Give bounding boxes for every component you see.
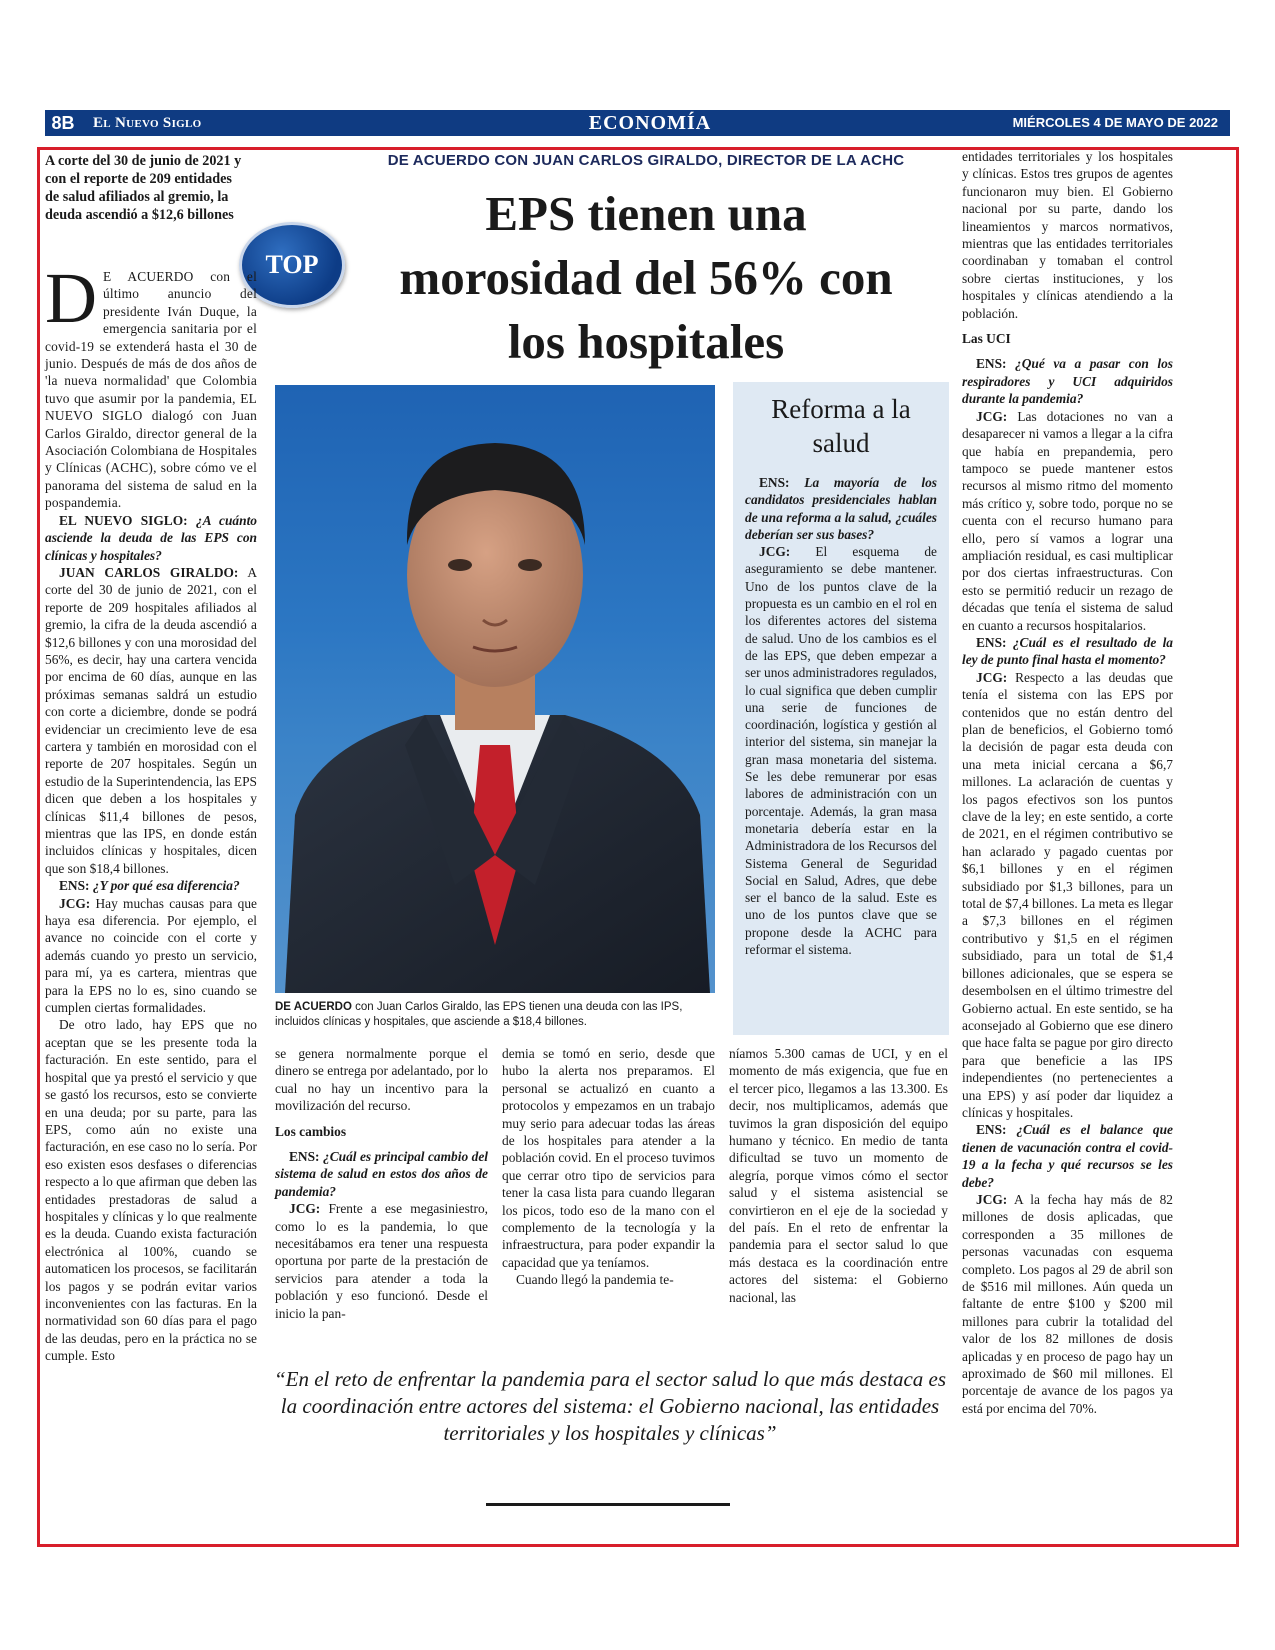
portrait-photo: [275, 385, 715, 993]
column-4: [729, 1045, 948, 1306]
newspaper-name: El Nuevo Siglo: [93, 115, 202, 131]
paragraph: se genera normalmente porque el dinero se entrega por adelantado, por lo cual no hay un incentivo para la movilización del recurso.: [275, 1046, 488, 1114]
intro-paragraph: D E ACUERDO con el último anuncio del presidente Iván Duque, la emergencia sanitaria por el covid-19 se extenderá hasta el 30 de junio. Después de más de dos años de 'la nueva normalidad' que Colombia tuvo que asumir por la pandemia, EL NUEVO SIGLO dialogó con Juan Carlos Giraldo, director general de la Asociación Colombiana de Hospitales y Clínicas (ACHC), sobre cómo ve el panorama del sistema de salud en la pospandemia.: [45, 258, 257, 511]
paragraph: De otro lado, hay EPS que no aceptan que se les presente toda la facturación. En este sentido, para el hospital que ya prestó el servicio y que se gastó los recursos, esto se convierte en una deuda; por su parte, para las EPS, como aún no existe una facturación, en ese caso no lo sería. Por eso existen esos desfases o diferencias respecto a lo que afirman que deben las entidades prestadoras de salud a hospitales y clínicas y lo que realmente es la deuda. Cuando exista facturación electrónica al 100%, cuando se automaticen los procesos, se facilitarán los pagos y se podrán evitar varios inconvenientes con las facturas. En la normatividad son 60 días para el pago de las deudas, pero en la práctica no se cumple. Esto: [45, 1017, 257, 1364]
column-5: [962, 148, 1173, 1417]
question: ENS: ¿Qué va a pasar con los respiradores y UCI adquiridos durante la pandemia?: [962, 356, 1173, 407]
pull-quote-rule: [486, 1503, 730, 1506]
question: ENS: ¿Cuál es principal cambio del sistema de salud en estos dos años de pandemia?: [275, 1149, 488, 1199]
column-2: [275, 1045, 488, 1322]
subhead: Los cambios: [275, 1123, 347, 1139]
photo-caption: DE ACUERDO con Juan Carlos Giraldo, las EPS tienen una deuda con las IPS, incluidos clínicas y hospitales, que asciende a $18,4 billones.: [275, 1001, 683, 1028]
paragraph: entidades territoriales y los hospitales y clínicas. Estos tres grupos de agentes funcionaron muy bien. El Gobierno nacional por su parte, dando los lineamientos y marcos normativos, mientras que las entidades territoriales coordinaban y tomaban el control sobre ciertas instituciones, y los hospitales y clínicas atendiendo a la población.: [962, 149, 1173, 321]
top-badge: TOP: [239, 222, 345, 308]
answer: JCG: Las dotaciones no van a desaparecer ni vamos a llegar a la cifra que había en prepandemia, pero tampoco se puede mantener estos recursos al mismo ritmo del momento más crítico y, sobre todo, porque no se cuenta con el recurso humano para ello, pero sí vamos a lograr una ampliación residual, es casi multiplicar por dos ciertas infraestructuras. Con esto se permitió reducir un rezago de décadas que tenía el sistema de salud en cuanto a recursos hospitalarios.: [962, 408, 1174, 633]
answer: JCG: El esquema de aseguramiento se debe mantener. Uno de los puntos clave de la propuesta es un cambio en el rol en los diferentes actores del sistema de salud. Uno de los cambios es el de las EPS, que deben empezar a ser unos administradores regulados, lo cual significa que deben cumplir una serie de funciones de coordinación, logística y gestión al interior del sistema, sin manejar la gran masa monetaria del sistema. Se les debe remunerar por esas labores de administración con un porcentaje. Además, la gran masa monetaria debería estar en la Administradora de los Recursos del Sistema General de Seguridad Social en Salud, Adres, que debe ser el banco de la salud. Este es uno de los puntos clave que se propone desde la ACHC para reformar el sistema.: [745, 544, 937, 958]
article-kicker: DE ACUERDO CON JUAN CARLOS GIRALDO, DIRECTOR DE LA ACHC: [387, 152, 905, 169]
question: ENS: ¿Cuál es el balance que tienen de vacunación contra el covid-19 a la fecha y qué recursos se les debe?: [962, 1122, 1173, 1190]
paragraph: níamos 5.300 camas de UCI, y en el momento de más exigencia, que fue en el tercer pico, llegamos a las 13.300. Es decir, nos multiplicamos, además que tuvimos la gran disposición del equipo humano y técnico. En medio de tanta dificultad se tuvo un momento de alegría, porque vimos cómo el sector salud y el sistema asistencial se convirtieron en el eje de la sociedad y del país. En el reto de enfrentar la pandemia para el sector salud lo que más destaca es la coordinación entre actores del sistema: el Gobierno nacional, las: [729, 1046, 948, 1305]
portrait-illustration: [275, 385, 715, 993]
issue-date: MIÉRCOLES 4 DE MAYO DE 2022: [1012, 115, 1218, 130]
sidebar-box: [733, 382, 949, 1035]
question: ENS: ¿Cuál es el resultado de la ley de punto final hasta el momento?: [962, 634, 1173, 668]
article-headline: EPS tienen una morosidad del 56% con los hospitales: [399, 186, 893, 369]
question: EL NUEVO SIGLO: ¿A cuánto asciende la deuda de las EPS con clínicas y hospitales?: [45, 512, 257, 563]
pull-quote: “En el reto de enfrentar la pandemia para el sector salud lo que más destaca es la coordinación entre actores del sistema: el Gobierno nacional, las entidades territoriales y los hospitales y clínicas”: [273, 1367, 947, 1445]
paragraph: demia se tomó en serio, desde que hubo la alerta nos preparamos. El personal se actualizó en cuanto a protocolos y empezamos en un trabajo muy serio para adecuar todas las áreas de los hospitales para atender a la población covid. En el proceso tuvimos que cerrar otro tipo de servicios para tener la casa lista para cuando llegaran los picos, todo eso de la mano con el complemento de la tecnología y la infraestructura, para poder expandir la capacidad que ya teníamos.: [502, 1046, 715, 1270]
answer: JCG: A la fecha hay más de 82 millones de dosis aplicadas, que corresponden a 35 millones de personas vacunadas con esquema completo. Los pagos al 29 de abril son de $516 mil millones. Aún queda un faltante de entre $100 y $200 mil millones para cubrir la totalidad del valor de los 82 millones de dosis aplicadas y en proceso de pago hay un aproximado de $60 mil millones. El porcentaje de avance de los pagos ya está por encima del 70%.: [962, 1191, 1173, 1416]
column-1: [45, 258, 257, 1365]
sidebar-text: [745, 474, 937, 958]
column-3: [502, 1045, 715, 1289]
answer: JCG: Frente a ese megasiniestro, como lo es la pandemia, lo que necesitábamos era tener una respuesta oportuna por parte de la prestación de servicios para atender a toda la población y eso funcionó. Desde el inicio la pan-: [275, 1201, 488, 1321]
article-deck: A corte del 30 de junio de 2021 y con el reporte de 209 entidades de salud afiliados al gremio, la deuda ascendió a $12,6 billones: [45, 153, 242, 223]
sidebar-title: Reforma a la salud: [771, 394, 911, 458]
answer: JUAN CARLOS GIRALDO: A corte del 30 de junio de 2021, con el reporte de 209 hospitales afiliados al gremio, la cifra de la deuda ascendió a $12,6 billones y con una morosidad del 56%, es decir, hay una cartera vencida por encima de 60 días, aunque en las próximas semanas saldrá un estudio con corte a diciembre, donde se podrá evidenciar un crecimiento leve de esa cartera y también en morosidad con el reporte de 207 hospitales. Según un estudio de la Superintendencia, las EPS dicen que deben a los hospitales y clínicas $11,4 billones de pesos, mientras que las IPS, en donde están incluidos clínicas y hospitales, dicen que son $18,4 billones.: [45, 564, 257, 876]
answer: JCG: Respecto a las deudas que tenía el sistema con las EPS por contenidos que no están dentro del plan de beneficios, el Gobierno tomó la decisión de pagar esta deuda con una meta inicial cercana a $6,7 millones. La aclaración de cuentas y los pagos efectivos son los puntos clave de la ley; en este sentido, a corte de 2021, en el régimen contributivo se han aclarado y pagado cuentas por $6,1 billones y en el régimen subsidiado por $1,3 billones, para un total de $7,4 billones. La meta es llegar a $7,3 billones en el régimen contributivo y $1,5 en el régimen subsidiado, para un total de $1,4 billones adicionales, que se espera se desembolsen en el último trimestre del Gobierno actual. En este sentido, se ha aconsejado al Gobierno que ese dinero que hace falta se pague por giro directo para que beneficie a las IPS independientes (no pertenecientes a una EPS) y así poder dar liquidez a clínicas y hospitales.: [962, 669, 1173, 1120]
answer: JCG: Hay muchas causas para que haya esa diferencia. Por ejemplo, el avance no coincide con el corte y además cuando yo presto un servicio, para mí, ya es cartera, mientras que para la EPS no lo es, sino cuando se cumplen ciertas formalidades.: [45, 895, 257, 1016]
paragraph: Cuando llegó la pandemia te-: [516, 1272, 674, 1288]
section-title: ECONOMÍA: [588, 112, 712, 134]
drop-cap: D: [45, 258, 97, 338]
subhead: Las UCI: [962, 331, 1011, 347]
page-header: [45, 110, 1230, 136]
page-number: 8B: [51, 113, 75, 133]
question: ENS: ¿Y por qué esa diferencia?: [59, 878, 240, 894]
question: ENS: La mayoría de los candidatos presidenciales hablan de una reforma a la salud, ¿cuáles deberían ser sus bases?: [745, 475, 937, 542]
